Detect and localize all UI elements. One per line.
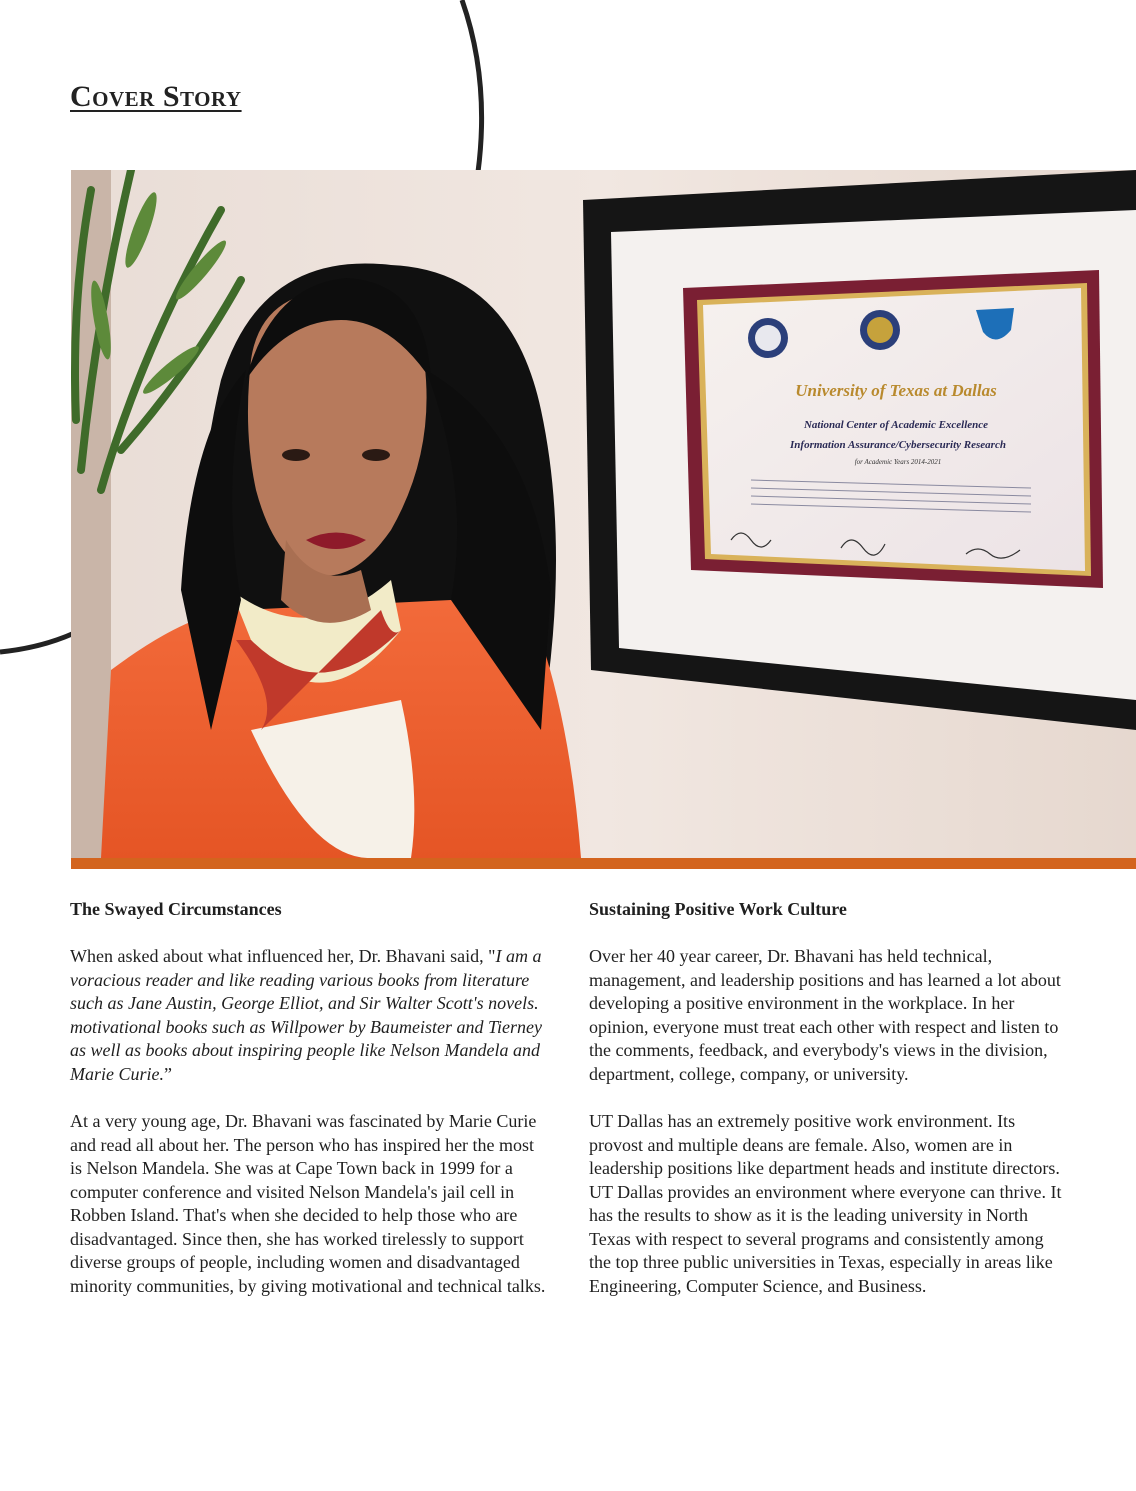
certificate-designation: National Center of Academic Excellence	[803, 419, 989, 431]
left-column-paragraph-2: At a very young age, Dr. Bhavani was fascinated by Marie Curie and read all about her. The person who has inspired her the most is Nelson Mandela. She was at Cape Town back in 1999 for a computer conference and visited Nelson Mandela's jail cell in Robben Island. That's when she decided to help those who are disadvantaged. Since then, she has worked tirelessly to support diverse groups of people, including women and disadvantaged minority communities, by giving motivational and technical talks.	[70, 1111, 546, 1296]
right-column	[589, 898, 1064, 1322]
right-column-paragraph-1: Over her 40 year career, Dr. Bhavani has held technical, management, and leadership positions and has learned a lot about developing a positive environment in the workplace. In her opinion, everyone must treat each other with respect and listen to the comments, feedback, and everybody's views in the division, department, college, company, or university.	[589, 946, 1061, 1084]
certificate-institution: University of Texas at Dallas	[795, 381, 997, 400]
portrait-photo-icon	[71, 170, 1136, 858]
left-column	[70, 898, 550, 1322]
left-column-paragraph-1	[70, 945, 550, 1086]
section-title: Cover Story	[70, 80, 242, 113]
quote-lead: When asked about what influenced her, Dr. Bhavani said, "	[70, 946, 496, 966]
left-column-heading: The Swayed Circumstances	[70, 899, 282, 919]
cover-photo	[71, 170, 1136, 858]
right-column-heading: Sustaining Positive Work Culture	[589, 899, 847, 919]
quote-text: I am a voracious reader and like reading various books from literature such as Jane Austin, George Elliot, and Sir Walter Scott's novels. motivational books such as Willpower by Baumeister and Tierney as well as books about inspiring people like Nelson Mandela and Marie Curie.	[70, 946, 542, 1084]
certificate-years: for Academic Years 2014-2021	[854, 458, 942, 466]
photo-accent-bar	[71, 858, 1136, 869]
right-column-paragraph-2: UT Dallas has an extremely positive work environment. Its provost and multiple deans are female. Also, women are in leadership positions like department heads and institute directors. UT Dallas provides an environment where everyone can thrive. It has the results to show as it is the leading university in North Texas with respect to several programs and consistently among the top three public universities in Texas, especially in areas like Engineering, Computer Science, and Business.	[589, 1111, 1062, 1296]
quote-close: ”	[164, 1063, 172, 1084]
certificate-field: Information Assurance/Cybersecurity Research	[790, 439, 1006, 451]
